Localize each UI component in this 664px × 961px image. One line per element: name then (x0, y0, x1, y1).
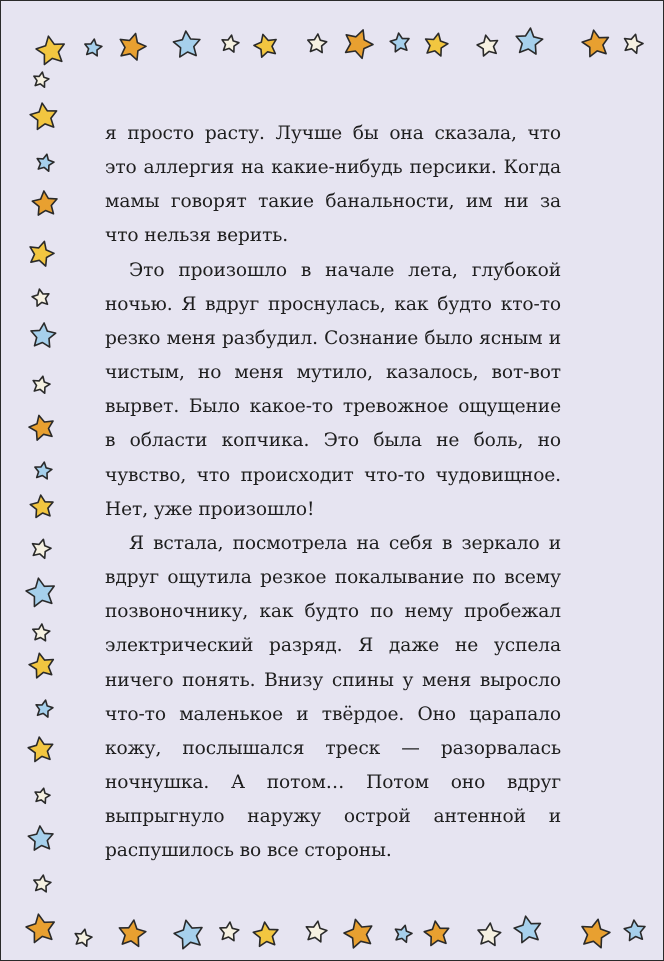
star-decoration (30, 495, 53, 517)
star-decoration (30, 103, 56, 129)
star-decoration (34, 72, 49, 87)
star-decoration (254, 34, 276, 57)
star-decoration (33, 624, 50, 641)
star-decoration (625, 34, 643, 53)
star-decoration (28, 826, 53, 850)
star-decoration (26, 578, 54, 606)
star-decoration (34, 875, 51, 892)
star-decoration (37, 154, 54, 171)
star-decoration (346, 30, 373, 59)
star-decoration (35, 788, 50, 803)
star-decoration (28, 737, 53, 761)
star-decoration (582, 30, 608, 56)
star-decoration (624, 920, 645, 940)
star-decoration (36, 700, 53, 717)
star-decoration (222, 35, 239, 52)
star-decoration (173, 31, 200, 57)
star-decoration (120, 34, 146, 61)
star-decoration (514, 916, 540, 942)
star-decoration (26, 914, 54, 942)
star-decoration (30, 241, 54, 266)
paragraph-2: Это произошло в начале лета, глубокой ночью. Я вдруг проснулась, как будто кто-то резко меня разбудил. Сознание было ясным и чистым, но меня мутило, казалось, вот-вот вырвет. Было какое-то тревожное ощущение в области копчика. Это была не боль, но чувство, что происходит что-то чудовищное. Нет, уже произошло! (105, 259, 561, 520)
body-text (105, 117, 561, 868)
star-decoration (35, 462, 52, 479)
star-decoration (32, 289, 49, 306)
star-decoration (33, 376, 50, 393)
star-decoration (395, 925, 412, 942)
paragraph-3: Я встала, посмотрела на себя в зеркало и вдруг ощутила резкое покалывание по всему позвоночнику, как будто по нему пробежал электрический разряд. Я даже не успела ничего понять. Внизу спины у меня выросло что-то маленькое и твёрдое. Оно царапало кожу, послышался треск — разорвалась ночнушка. А потом… Потом оно вдруг выпрыгнуло наружу острой антенной и распушилось во все стороны. (105, 532, 561, 862)
star-decoration (390, 33, 409, 52)
star-decoration (582, 919, 610, 947)
star-decoration (33, 539, 52, 558)
star-decoration (344, 919, 372, 948)
star-decoration (75, 929, 92, 946)
paragraph-1: я просто расту. Лучше бы она сказала, что это аллергия на какие-нибудь персики. Когда мамы говорят такие банальности, им ни за что нельзя верить. (105, 123, 561, 247)
star-decoration (29, 653, 53, 678)
star-decoration (426, 33, 448, 56)
star-decoration (253, 922, 278, 946)
star-decoration (306, 921, 327, 942)
star-decoration (29, 415, 53, 440)
star-decoration (32, 191, 57, 215)
star-decoration (174, 920, 202, 948)
star-decoration (119, 920, 145, 946)
star-decoration (477, 35, 497, 56)
star-decoration (424, 921, 449, 945)
star-decoration (36, 36, 64, 64)
star-decoration (220, 922, 239, 941)
star-decoration (31, 323, 56, 347)
star-decoration (85, 39, 102, 56)
star-decoration (308, 34, 327, 53)
star-decoration (478, 923, 501, 945)
star-decoration (516, 28, 543, 54)
